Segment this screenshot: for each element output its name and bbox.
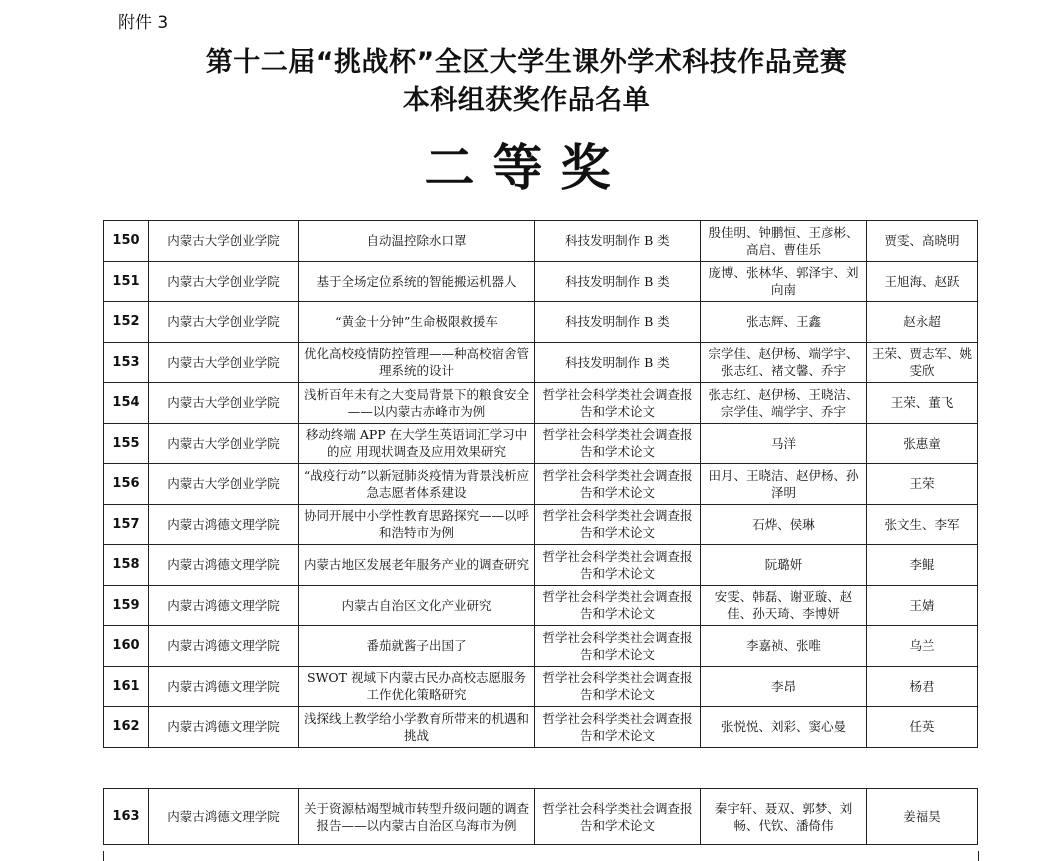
category-cell: 哲学社会科学类社会调查报告和学术论文 <box>535 789 701 845</box>
project-title-cell: 移动终端 APP 在大学生英语词汇学习中的应 用现状调查及应用效果研究 <box>299 423 535 464</box>
project-title-cell: 番茄就酱子出国了 <box>299 626 535 667</box>
project-title-cell: 关于资源枯竭型城市转型升级问题的调查报告——以内蒙古自治区乌海市为例 <box>299 789 535 845</box>
advisor-cell: 姜福昊 <box>867 789 978 845</box>
table-row <box>104 302 978 343</box>
project-title-cell: 基于全场定位系统的智能搬运机器人 <box>299 261 535 302</box>
table-row <box>104 383 978 424</box>
project-title-cell: SWOT 视域下内蒙古民办高校志愿服务工作优化策略研究 <box>299 666 535 707</box>
members-cell: 阮璐妍 <box>701 545 867 586</box>
table-row <box>104 626 978 667</box>
school-cell: 内蒙古鸿德文理学院 <box>149 504 299 545</box>
school-cell: 内蒙古鸿德文理学院 <box>149 626 299 667</box>
document-subtitle: 本科组获奖作品名单 <box>402 85 651 116</box>
school-cell: 内蒙古鸿德文理学院 <box>149 545 299 586</box>
row-number: 154 <box>104 383 149 424</box>
row-number: 158 <box>104 545 149 586</box>
category-cell: 哲学社会科学类社会调查报告和学术论文 <box>535 464 701 505</box>
table-row <box>104 342 978 383</box>
members-cell: 李嘉祯、张唯 <box>701 626 867 667</box>
row-number: 159 <box>104 585 149 626</box>
award-table <box>103 220 978 748</box>
table-row <box>104 221 978 262</box>
table-row <box>104 707 978 748</box>
table-row <box>104 545 978 586</box>
category-cell: 哲学社会科学类社会调查报告和学术论文 <box>535 383 701 424</box>
school-cell: 内蒙古大学创业学院 <box>149 383 299 424</box>
members-cell: 张悦悦、刘彩、窦心曼 <box>701 707 867 748</box>
advisor-cell: 李鲲 <box>867 545 978 586</box>
school-cell: 内蒙古大学创业学院 <box>149 261 299 302</box>
category-cell: 哲学社会科学类社会调查报告和学术论文 <box>535 545 701 586</box>
project-title-cell: 优化高校疫情防控管理——种高校宿舍管理系统的设计 <box>299 342 535 383</box>
category-cell: 哲学社会科学类社会调查报告和学术论文 <box>535 504 701 545</box>
members-cell: 田月、王晓洁、赵伊杨、孙泽明 <box>701 464 867 505</box>
advisor-cell: 王荣、贾志军、姚雯欣 <box>867 342 978 383</box>
project-title-cell: 内蒙古地区发展老年服务产业的调查研究 <box>299 545 535 586</box>
members-cell: 秦宇轩、聂双、郭梦、刘畅、代钦、潘倚伟 <box>701 789 867 845</box>
row-number: 153 <box>104 342 149 383</box>
category-cell: 哲学社会科学类社会调查报告和学术论文 <box>535 707 701 748</box>
table-row <box>104 423 978 464</box>
row-number: 161 <box>104 666 149 707</box>
row-number: 160 <box>104 626 149 667</box>
project-title-cell: 自动温控除水口罩 <box>299 221 535 262</box>
table-row <box>104 504 978 545</box>
document-title: 第十二届“挑战杯”全区大学生课外学术科技作品竞赛 <box>205 47 848 78</box>
school-cell: 内蒙古大学创业学院 <box>149 221 299 262</box>
table-row <box>104 464 978 505</box>
members-cell: 殷佳明、钟鹏恒、王彦彬、高启、曹佳乐 <box>701 221 867 262</box>
table-continuation-edge <box>103 851 979 861</box>
row-number: 150 <box>104 221 149 262</box>
award-level-heading: 二等奖 <box>424 138 629 197</box>
advisor-cell: 王旭海、赵跃 <box>867 261 978 302</box>
row-number: 163 <box>104 789 149 845</box>
advisor-cell: 王荣 <box>867 464 978 505</box>
members-cell: 安雯、韩磊、谢亚璇、赵佳、孙天琦、李博妍 <box>701 585 867 626</box>
advisor-cell: 任英 <box>867 707 978 748</box>
project-title-cell: “战疫行动”以新冠肺炎疫情为背景浅析应急志愿者体系建设 <box>299 464 535 505</box>
advisor-cell: 张惠童 <box>867 423 978 464</box>
category-cell: 科技发明制作 B 类 <box>535 342 701 383</box>
row-number: 157 <box>104 504 149 545</box>
project-title-cell: “黄金十分钟”生命极限救援车 <box>299 302 535 343</box>
members-cell: 张志红、赵伊杨、王晓洁、宗学佳、端学宇、乔宇 <box>701 383 867 424</box>
award-table-continued <box>103 788 978 845</box>
advisor-cell: 王婧 <box>867 585 978 626</box>
table-row <box>104 666 978 707</box>
category-cell: 哲学社会科学类社会调查报告和学术论文 <box>535 626 701 667</box>
school-cell: 内蒙古鸿德文理学院 <box>149 666 299 707</box>
category-cell: 哲学社会科学类社会调查报告和学术论文 <box>535 666 701 707</box>
row-number: 151 <box>104 261 149 302</box>
table-row <box>104 585 978 626</box>
school-cell: 内蒙古鸿德文理学院 <box>149 789 299 845</box>
members-cell: 马洋 <box>701 423 867 464</box>
advisor-cell: 乌兰 <box>867 626 978 667</box>
project-title-cell: 浅探线上教学给小学教育所带来的机遇和挑战 <box>299 707 535 748</box>
table-row <box>104 261 978 302</box>
category-cell: 哲学社会科学类社会调查报告和学术论文 <box>535 423 701 464</box>
advisor-cell: 张文生、李军 <box>867 504 978 545</box>
advisor-cell: 贾雯、高晓明 <box>867 221 978 262</box>
school-cell: 内蒙古大学创业学院 <box>149 342 299 383</box>
school-cell: 内蒙古大学创业学院 <box>149 423 299 464</box>
row-number: 152 <box>104 302 149 343</box>
project-title-cell: 内蒙古自治区文化产业研究 <box>299 585 535 626</box>
school-cell: 内蒙古大学创业学院 <box>149 464 299 505</box>
category-cell: 科技发明制作 B 类 <box>535 221 701 262</box>
members-cell: 宗学佳、赵伊杨、端学宇、张志红、褚文馨、乔宇 <box>701 342 867 383</box>
members-cell: 张志辉、王鑫 <box>701 302 867 343</box>
members-cell: 李昂 <box>701 666 867 707</box>
advisor-cell: 赵永超 <box>867 302 978 343</box>
table-row <box>104 789 978 845</box>
project-title-cell: 协同开展中小学性教育思路探究——以呼和浩特市为例 <box>299 504 535 545</box>
row-number: 155 <box>104 423 149 464</box>
members-cell: 石烨、侯琳 <box>701 504 867 545</box>
row-number: 156 <box>104 464 149 505</box>
members-cell: 庞博、张林华、郭泽宇、刘向南 <box>701 261 867 302</box>
attachment-label: 附件 3 <box>118 13 169 33</box>
category-cell: 哲学社会科学类社会调查报告和学术论文 <box>535 585 701 626</box>
category-cell: 科技发明制作 B 类 <box>535 302 701 343</box>
school-cell: 内蒙古鸿德文理学院 <box>149 585 299 626</box>
advisor-cell: 杨君 <box>867 666 978 707</box>
school-cell: 内蒙古大学创业学院 <box>149 302 299 343</box>
advisor-cell: 王荣、董飞 <box>867 383 978 424</box>
school-cell: 内蒙古鸿德文理学院 <box>149 707 299 748</box>
row-number: 162 <box>104 707 149 748</box>
project-title-cell: 浅析百年未有之大变局背景下的粮食安全——以内蒙古赤峰市为例 <box>299 383 535 424</box>
category-cell: 科技发明制作 B 类 <box>535 261 701 302</box>
